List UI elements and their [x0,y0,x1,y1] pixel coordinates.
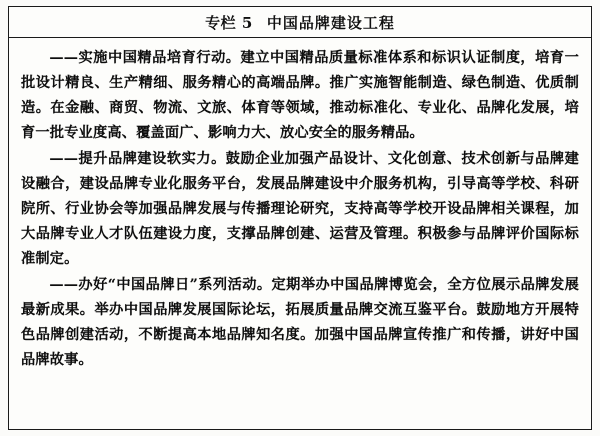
paragraph-3: ——办好“中国品牌日”系列活动。定期举办中国品牌博览会，全方位展示品牌发展最新成果。举办中国品牌发展国际论坛，拓展质量品牌交流互鉴平台。鼓励地方开展特色品牌创建活动，不断提高本地品牌知名度。加强中国品牌宣传推广和传播，讲好中国品牌故事。 [21,277,579,368]
feature-box-header [9,7,591,38]
feature-box [8,6,592,430]
feature-box-content [9,38,591,429]
feature-box-title: 中国品牌建设工程 [266,13,395,32]
paragraph-1: ——实施中国精品培育行动。建立中国精品质量标准体系和标识认证制度，培育一批设计精良、生产精细、服务精心的高端品牌。推广实施智能制造、绿色制造、优质制造。在金融、商贸、物流、文旅、体育等领域，推动标准化、专业化、品牌化发展，培育一批专业度高、覆盖面广、影响力大、放心安全的服务精品。 [21,50,579,141]
feature-box-label: 专栏 5 [205,13,253,32]
paragraph-2: ——提升品牌建设软实力。鼓励企业加强产品设计、文化创意、技术创新与品牌建设融合，建设品牌专业化服务平台，发展品牌建设中介服务机构，引导高等学校、科研院所、行业协会等加强品牌发展与传播理论研究，支持高等学校开设品牌相关课程，加大品牌专业人才队伍建设力度，支撑品牌创建、运营及管理。积极参与品牌评价国际标准制定。 [21,151,579,267]
